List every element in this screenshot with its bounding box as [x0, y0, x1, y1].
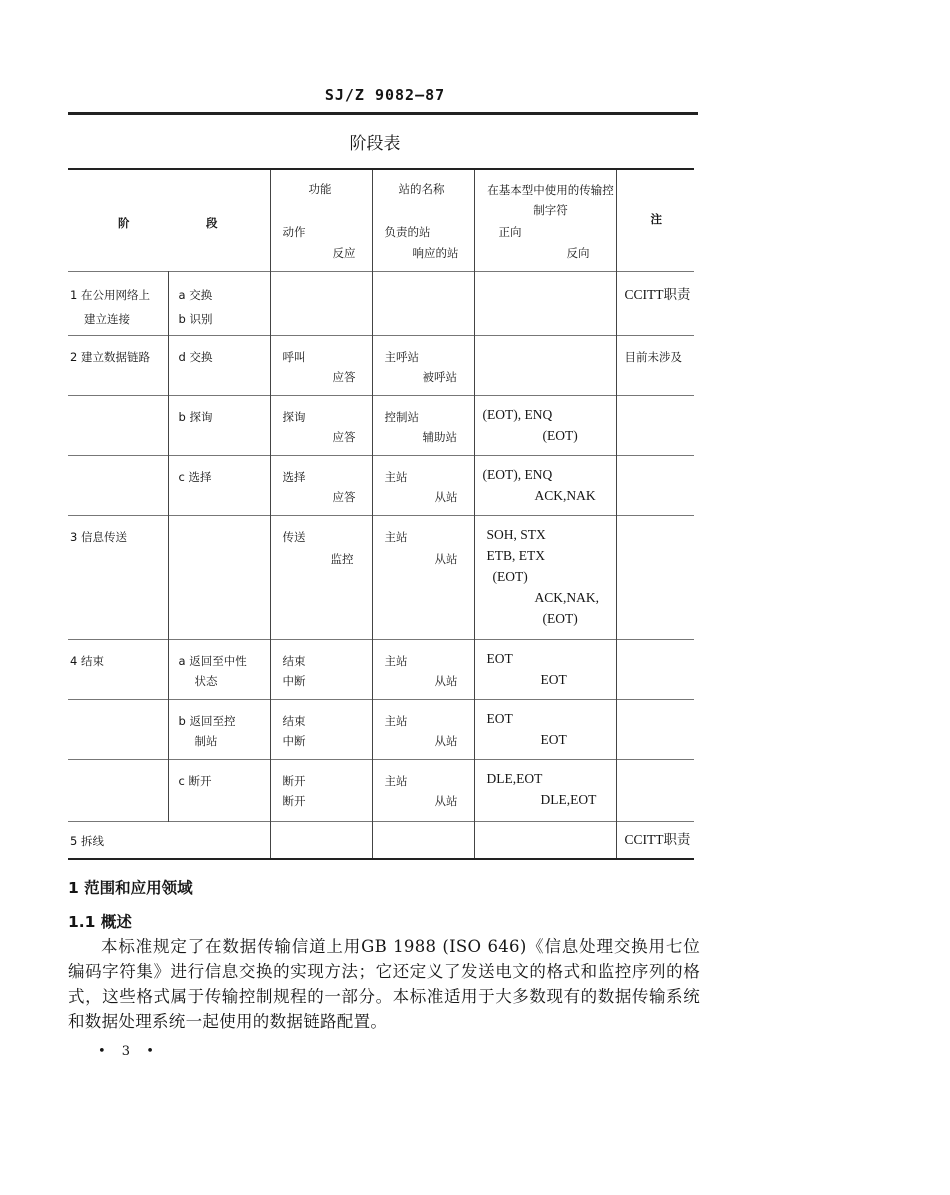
substage-label: c 选择: [178, 469, 212, 484]
action-text: 探询: [282, 409, 306, 424]
control-chars-reverse: EOT: [540, 731, 567, 747]
control-chars-reverse: EOT: [540, 671, 567, 687]
table-row: [68, 395, 694, 455]
responding-station: 从站: [434, 793, 458, 808]
responding-station: 从站: [434, 673, 458, 688]
responding-station: 从站: [434, 733, 458, 748]
page-number: • 3 •: [98, 1044, 160, 1059]
control-chars-forward: (EOT), ENQ: [482, 406, 553, 422]
action-text: 传送: [282, 529, 306, 544]
overview-paragraph-text: 本标准规定了在数据传输信道上用GB 1988 (ISO 646)《信息处理交换用七位编码字符集》进行信息交换的实现方法；它还定义了发送电文的格式和监控序列的格式，这些格式属于传输控制规程的一部分。本标准适用于大多数现有的数据传输系统和数据处理系统一起使用的数据链路配置。: [68, 937, 700, 1031]
control-chars-forward-3: (EOT): [492, 568, 528, 584]
table-row: [68, 699, 694, 759]
substage-label-2: 状态: [194, 673, 218, 688]
substage-label: d 交换: [178, 349, 213, 364]
table-row: [68, 455, 694, 515]
table-row: [68, 759, 694, 821]
note-text: CCITT职责: [624, 831, 691, 847]
control-chars-forward: (EOT), ENQ: [482, 466, 553, 482]
section-heading-1-1: 1.1 概述: [68, 913, 132, 931]
control-chars-forward: SOH, STX: [486, 526, 546, 542]
responsible-station: 主站: [384, 713, 408, 728]
control-chars-reverse-2: (EOT): [542, 610, 578, 626]
header-forward: 正向: [498, 225, 522, 239]
control-chars-reverse: DLE,EOT: [540, 791, 597, 807]
substage-label: c 断开: [178, 773, 212, 788]
action-text: 选择: [282, 469, 306, 484]
control-chars-forward: EOT: [486, 710, 513, 726]
responding-station: 被呼站: [422, 369, 457, 384]
control-chars-reverse: ACK,NAK,: [534, 589, 600, 605]
note-text: CCITT职责: [624, 286, 691, 302]
reaction-text: 应答: [332, 489, 356, 504]
header-function: 功能: [308, 182, 332, 196]
stage-label: 1 在公用网络上: [70, 287, 150, 302]
responding-station: 从站: [434, 489, 458, 504]
reaction-text: 监控: [330, 551, 354, 566]
reaction-text: 应答: [332, 429, 356, 444]
substage-label-2: 制站: [194, 733, 218, 748]
substage-label: b 探询: [178, 409, 213, 424]
header-responding-station: 响应的站: [412, 246, 459, 260]
responsible-station: 主呼站: [384, 349, 419, 364]
stage-label: 3 信息传送: [70, 529, 127, 544]
table-row: [68, 335, 694, 395]
stage-label: 4 结束: [70, 653, 104, 668]
header-reaction: 反应: [332, 246, 356, 260]
control-chars-forward: EOT: [486, 650, 513, 666]
action-text-2: 中断: [282, 733, 306, 748]
substage-label: a 返回至中性: [178, 653, 247, 668]
table-row: [68, 639, 694, 699]
table-header-row: [68, 169, 694, 271]
action-text-2: 中断: [282, 673, 306, 688]
section-heading-1: 1 范围和应用领域: [68, 879, 193, 897]
header-note: 注: [650, 212, 662, 226]
action-text: 呼叫: [282, 349, 306, 364]
table-row: [68, 515, 694, 639]
header-control-chars: 在基本型中使用的传输控制字符: [487, 183, 614, 217]
reaction-text: 应答: [332, 369, 356, 384]
header-action: 动作: [282, 225, 306, 239]
stage-label-cont: 建立连接: [84, 311, 130, 326]
responsible-station: 主站: [384, 529, 408, 544]
substage-label-2: b 识别: [178, 311, 213, 326]
stage-label: 5 拆线: [70, 833, 104, 848]
responsible-station: 主站: [384, 469, 408, 484]
table-row: [68, 271, 694, 335]
control-chars-forward-2: ETB, ETX: [486, 547, 545, 563]
action-text: 断开: [282, 773, 306, 788]
overview-paragraph: [68, 934, 700, 1034]
responsible-station: 主站: [384, 653, 408, 668]
stage-table: [68, 168, 694, 860]
responsible-station: 控制站: [384, 409, 419, 424]
table-title: 阶段表: [349, 134, 401, 154]
document-code: SJ/Z 9082—87: [324, 86, 446, 104]
substage-label: b 返回至控: [178, 713, 236, 728]
note-text: 目前未涉及: [624, 349, 682, 364]
action-text-2: 断开: [282, 793, 306, 808]
control-chars-reverse: (EOT): [542, 427, 578, 443]
responsible-station: 主站: [384, 773, 408, 788]
stage-label: 2 建立数据链路: [70, 349, 150, 364]
control-chars-reverse: ACK,NAK: [534, 487, 596, 503]
header-rule: [68, 112, 698, 115]
substage-label: a 交换: [178, 287, 213, 302]
responding-station: 辅助站: [422, 429, 457, 444]
table-row: [68, 821, 694, 859]
header-reverse: 反向: [566, 246, 590, 260]
action-text: 结束: [282, 653, 306, 668]
header-station-names: 站的名称: [398, 182, 445, 196]
responding-station: 从站: [434, 551, 458, 566]
header-responsible-station: 负责的站: [384, 225, 431, 239]
action-text: 结束: [282, 713, 306, 728]
control-chars-forward: DLE,EOT: [486, 770, 543, 786]
header-stage-b: 段: [206, 216, 218, 230]
header-stage-a: 阶: [118, 216, 130, 230]
